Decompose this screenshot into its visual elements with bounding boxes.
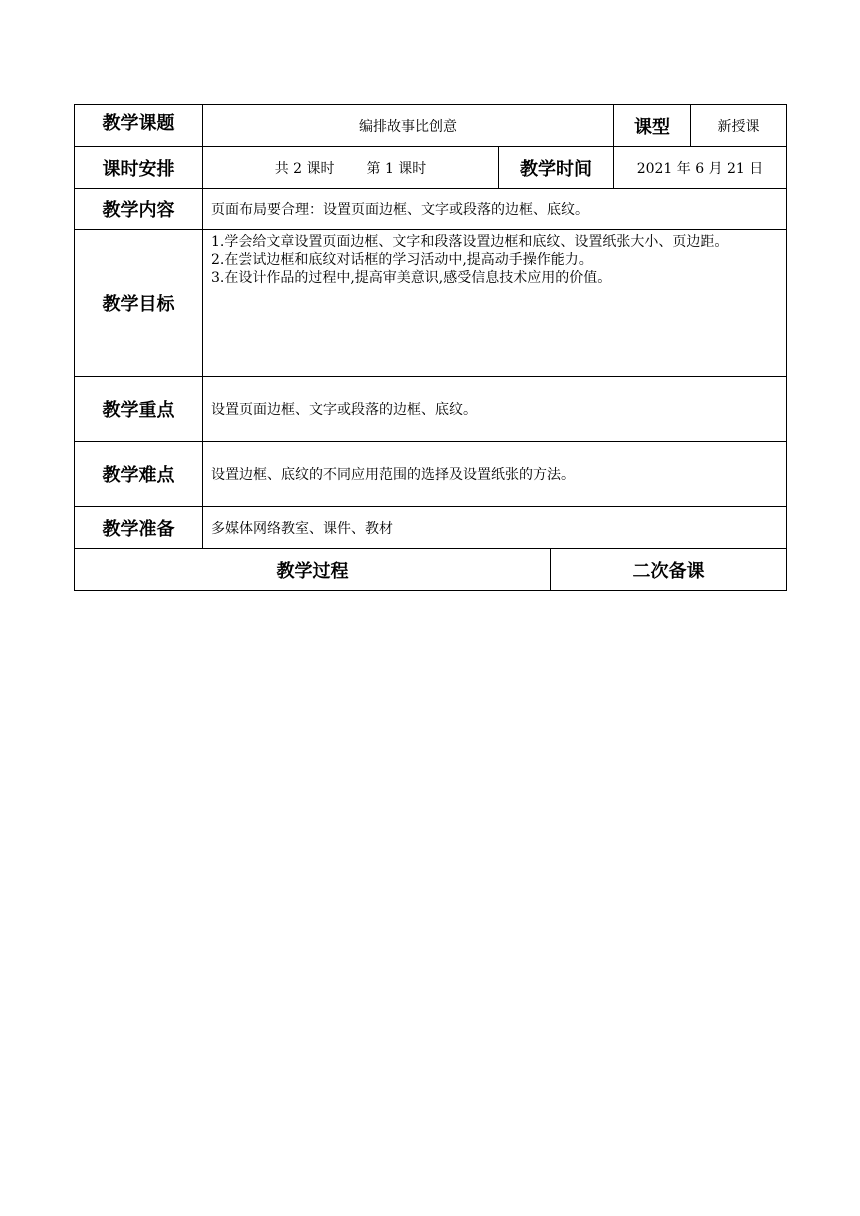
goal-item: 2.在尝试边框和底纹对话框的学习活动中,提高动手操作能力。 — [211, 252, 593, 268]
topic-value: 编排故事比创意 — [203, 105, 614, 147]
teaching-process-header: 教学过程 — [75, 549, 551, 591]
preparation-label: 教学准备 — [75, 507, 203, 549]
content-value: 页面布局要合理：设置页面边框、文字或段落的边框、底纹。 — [203, 189, 787, 230]
total-periods: 共 2 课时 — [274, 160, 335, 177]
current-period: 第 1 课时 — [366, 160, 427, 177]
lesson-type-value: 新授课 — [691, 105, 787, 147]
row-goals — [75, 230, 787, 377]
preparation-value: 多媒体网络教室、课件、教材 — [203, 507, 787, 549]
row-schedule — [75, 147, 787, 189]
schedule-value — [203, 147, 499, 189]
key-points-value: 设置页面边框、文字或段落的边框、底纹。 — [203, 377, 787, 442]
lesson-type-label: 课型 — [614, 105, 691, 147]
row-key-points — [75, 377, 787, 442]
key-points-label: 教学重点 — [75, 377, 203, 442]
row-topic — [75, 105, 787, 147]
teaching-time-label: 教学时间 — [499, 147, 614, 189]
schedule-label: 课时安排 — [75, 147, 203, 189]
goal-item: 3.在设计作品的过程中,提高审美意识,感受信息技术应用的价值。 — [211, 270, 612, 286]
lesson-plan-table — [74, 104, 787, 591]
secondary-prep-header: 二次备课 — [551, 549, 787, 591]
teaching-time-value: 2021 年 6 月 21 日 — [614, 147, 787, 189]
content-label: 教学内容 — [75, 189, 203, 230]
goals-value — [203, 230, 787, 377]
row-preparation — [75, 507, 787, 549]
row-content — [75, 189, 787, 230]
goals-label: 教学目标 — [75, 230, 203, 377]
row-footer — [75, 549, 787, 591]
topic-label: 教学课题 — [75, 105, 203, 147]
row-difficulties — [75, 442, 787, 507]
lesson-plan-sheet — [74, 104, 786, 591]
difficulties-value: 设置边框、底纹的不同应用范围的选择及设置纸张的方法。 — [203, 442, 787, 507]
difficulties-label: 教学难点 — [75, 442, 203, 507]
goal-item: 1.学会给文章设置页面边框、文字和段落设置边框和底纹、设置纸张大小、页边距。 — [211, 234, 729, 250]
